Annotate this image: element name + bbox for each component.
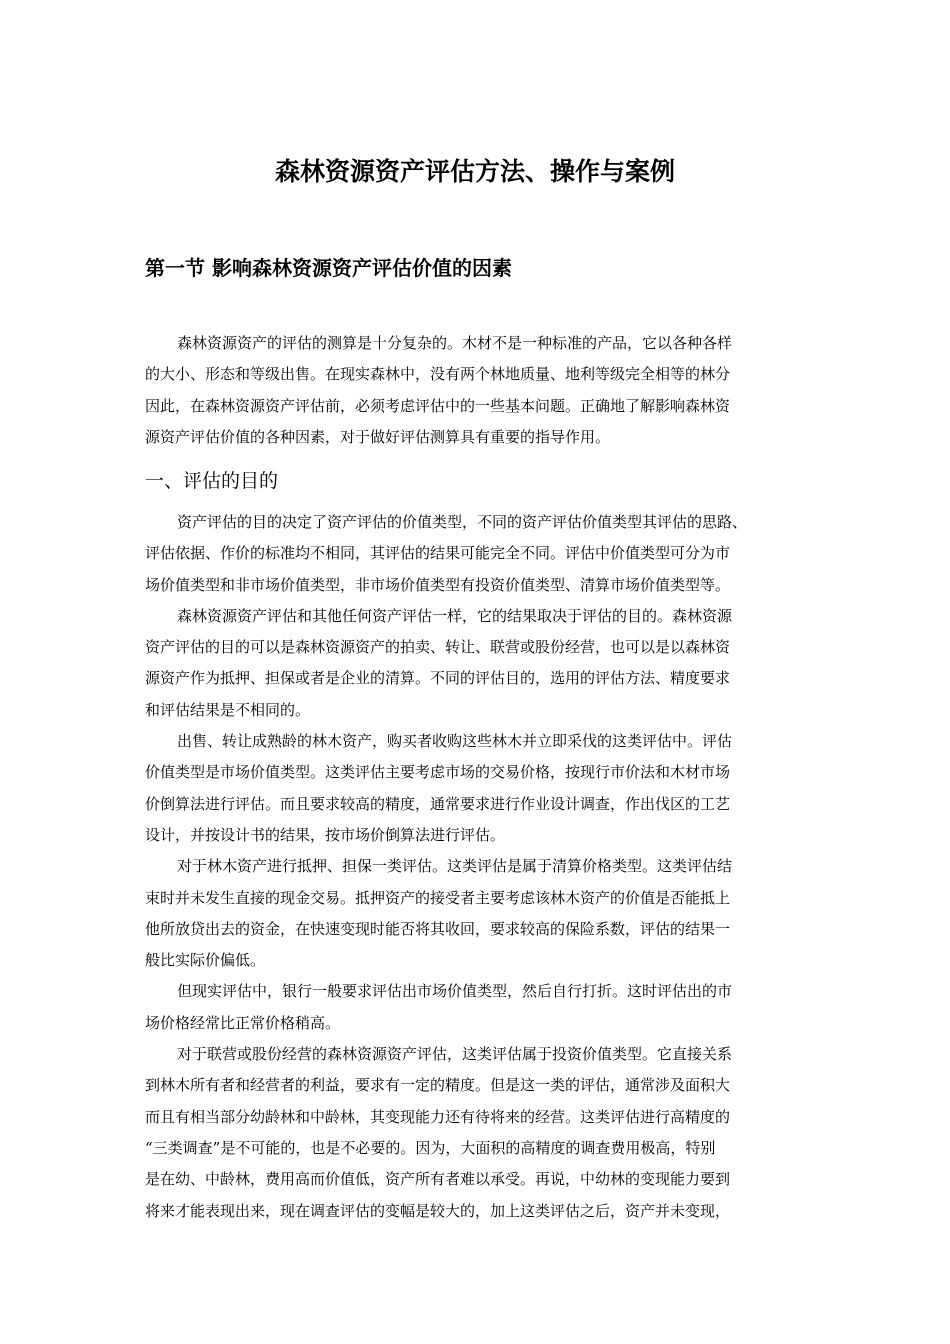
text-line: 束时并未发生直接的现金交易。抵押资产的接受者主要考虑该林木资产的价值是否能抵上 [145,888,731,907]
text-line: 评估依据、作价的标准均不相同，其评估的结果可能完全不同。评估中价值类型可分为市 [145,544,731,563]
text-line: 源资产评估价值的各种因素，对于做好评估测算具有重要的指导作用。 [145,427,611,446]
text-line: 但现实评估中，银行一般要求评估出市场价值类型，然后自行打折。这时评估出的市 [177,982,733,1001]
text-line: 他所放贷出去的资金，在快速变现时能否将其收回，要求较高的保险系数，评估的结果一 [145,919,731,938]
text-line: 对于联营或股份经营的森林资源资产评估，这类评估属于投资价值类型。它直接关系 [177,1045,733,1064]
text-line: 而且有相当部分幼龄林和中龄林，其变现能力还有待将来的经营。这类评估进行高精度的 [145,1107,731,1126]
text-line: 和评估结果是不相同的。 [145,700,311,719]
text-line: 般比实际价偏低。 [145,951,266,970]
section-title: 第一节 影响森林资源资产评估价值的因素 [145,256,512,280]
text-line: 设计，并按设计书的结果，按市场价倒算法进行评估。 [145,825,506,844]
intro-paragraph [145,328,810,453]
text-line: 场价格经常比正常价格稍高。 [145,1013,341,1032]
document-title: 森林资源资产评估方法、操作与案例 [274,157,675,186]
text-line: 对于林木资产进行抵押、担保一类评估。这类评估是属于清算价格类型。这类评估结 [177,857,733,876]
text-line: 森林资源资产评估和其他任何资产评估一样，它的结果取决于评估的目的。森林资源 [177,606,733,625]
text-line: 价值类型是市场价值类型。这类评估主要考虑市场的交易价格，按现行市价法和木材市场 [145,763,731,782]
text-line: 因此，在森林资源资产评估前，必须考虑评估中的一些基本问题。正确地了解影响森林资 [145,396,731,415]
body-text [145,507,810,1227]
text-line: 的大小、形态和等级出售。在现实森林中，没有两个林地质量、地利等级完全相等的林分 [145,365,731,384]
text-line: 源资产作为抵押、担保或者是企业的清算。不同的评估目的，选用的评估方法、精度要求 [145,669,731,688]
subsection-title: 一、评估的目的 [145,470,279,492]
text-line: 价倒算法进行评估。而且要求较高的精度，通常要求进行作业设计调查，作出伐区的工艺 [145,794,731,813]
text-line: 出售、转让成熟龄的林木资产，购买者收购这些林木并立即采伐的这类评估中。评估 [177,732,733,751]
text-line: 场价值类型和非市场价值类型，非市场价值类型有投资价值类型、清算市场价值类型等。 [145,575,731,594]
text-line: 资产评估的目的决定了资产评估的价值类型，不同的资产评估价值类型其评估的思路、 [177,513,748,531]
text-line: 资产评估的目的可以是森林资源资产的拍卖、转让、联营或股份经营，也可以是以森林资 [145,638,731,657]
text-line: 森林资源资产的评估的测算是十分复杂的。木材不是一种标准的产品，它以各种各样 [177,334,733,352]
text-line: 是在幼、中龄林，费用高而价值低，资产所有者难以承受。再说，中幼林的变现能力要到 [145,1170,731,1189]
text-line: “三类调查”是不可能的，也是不必要的。因为，大面积的高精度的调查费用极高，特别 [145,1138,716,1157]
text-line: 将来才能表现出来，现在调查评估的变幅是较大的，加上这类评估之后，资产并未变现， [145,1201,731,1220]
text-line: 到林木所有者和经营者的利益，要求有一定的精度。但是这一类的评估，通常涉及面积大 [145,1076,731,1095]
